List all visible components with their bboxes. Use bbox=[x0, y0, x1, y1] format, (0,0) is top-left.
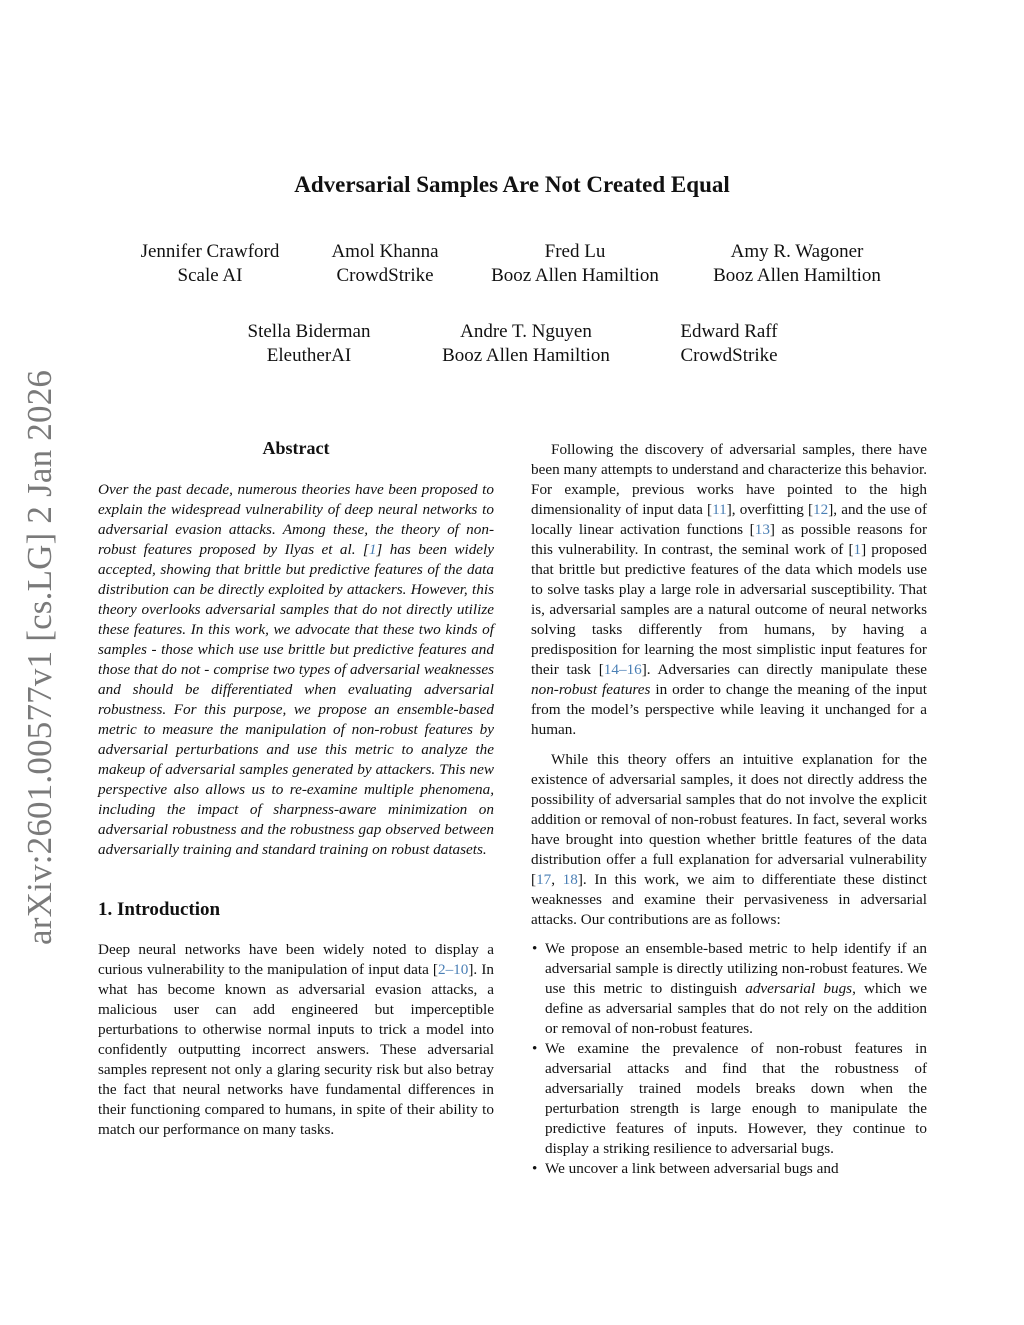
citation-link[interactable]: 17 bbox=[536, 871, 552, 888]
author-name: Fred Lu bbox=[544, 241, 606, 262]
author-block bbox=[300, 240, 470, 288]
contributions-list bbox=[531, 939, 927, 1179]
citation-link[interactable]: 12 bbox=[813, 501, 829, 518]
list-item: • We propose an ensemble-based metric to help identify if an adversarial sample is directly utilizing non-robust features. We use this metric to distinguish adversarial bugs, which we define as adversarial samples that do not rely on the addition or removal of non-robust features. bbox=[531, 939, 927, 1039]
abstract-heading: Abstract bbox=[262, 438, 330, 458]
paper-title: Adversarial Samples Are Not Created Equal bbox=[294, 172, 730, 197]
left-column bbox=[98, 436, 494, 1140]
citation-link[interactable]: 1 bbox=[368, 541, 377, 558]
author-name: Amy R. Wagoner bbox=[730, 241, 864, 262]
list-item: • We uncover a link between adversarial bugs and bbox=[531, 1159, 927, 1179]
citation-link[interactable]: 13 bbox=[754, 521, 770, 538]
body-paragraph: While this theory offers an intuitive explanation for the existence of adversarial samples, it does not directly address the possibility of adversarial samples that do not involve the explicit addition or removal of non-robust features. In fact, several works have brought into question whether brittle features of the data distribution offer a full explanation for adversarial vulnerability [17, 18]. In this work, we aim to differentiate these distinct weaknesses and examine their pervasiveness in adversarial attacks. Our contributions are as follows: bbox=[531, 751, 928, 928]
author-block bbox=[421, 320, 631, 368]
citation-link[interactable]: 2 bbox=[437, 961, 446, 978]
author-affiliation: Scale AI bbox=[177, 265, 243, 286]
citation-link[interactable]: 10 bbox=[453, 961, 469, 978]
citation-link[interactable]: 1 bbox=[853, 541, 862, 558]
author-name: Jennifer Crawford bbox=[140, 241, 280, 262]
author-block bbox=[110, 240, 310, 288]
author-name: Amol Khanna bbox=[331, 241, 439, 262]
author-block bbox=[219, 320, 399, 368]
section-heading-introduction: 1. Introduction bbox=[98, 899, 221, 920]
author-affiliation: Booz Allen Hamiltion bbox=[491, 265, 659, 286]
citation-link[interactable]: 11 bbox=[712, 501, 727, 518]
body-paragraph: Following the discovery of adversarial samples, there have been many attempts to understand and characterize this behavior. For example, previous works have pointed to the high dimensionality of input data [11], overfitting [12], and the use of locally linear activation functions [13] as possible reasons for this vulnerability. In contrast, the seminal work of [1] proposed that brittle but predictive features of the data which models use to solve tasks play a large role in adversarial susceptibility. That is, adversarial samples are a natural outcome of neural networks solving tasks differently from humans, by having a predisposition for learning the most simplistic input features for their task [14–16]. Adversaries can directly manipulate these non-robust features in order to change the meaning of the input from the model’s perspective while leaving it unchanged for a human. bbox=[531, 441, 928, 738]
author-affiliation: Booz Allen Hamiltion bbox=[442, 345, 610, 366]
citation-link[interactable]: 18 bbox=[562, 871, 578, 888]
list-item: • We examine the prevalence of non-robust features in adversarial attacks and find that the robustness of adversarially trained models breaks down when the perturbation strength is large enough to manipulate the predictive features of inputs. However, they continue to display a striking resilience to adversarial bugs. bbox=[531, 1039, 927, 1159]
author-name: Andre T. Nguyen bbox=[460, 321, 592, 342]
right-column bbox=[531, 440, 927, 1179]
author-block bbox=[692, 240, 902, 288]
author-block bbox=[654, 320, 804, 368]
author-affiliation: Booz Allen Hamiltion bbox=[713, 265, 881, 286]
author-block bbox=[470, 240, 680, 288]
arxiv-identifier-stamp: arXiv:2601.00577v1 [cs.LG] 2 Jan 2026 bbox=[20, 369, 59, 945]
author-affiliation: CrowdStrike bbox=[336, 265, 434, 286]
abstract-text: Over the past decade, numerous theories have been proposed to explain the widespread vulnerability of deep neural networks to adversarial evasion attacks. Among these, the theory of non-robust features proposed by Ilyas et al. [1] has been widely accepted, showing that brittle but predictive features of the data distribution can be directly exploited by attackers. However, this theory overlooks adversarial samples that do not directly utilize these features. In this work, we advocate that these two kinds of samples - those which use use brittle but predictive features and those that do not - comprise two types of adversarial weaknesses and should be differentiated when evaluating adversarial robustness. For this purpose, we propose an ensemble-based metric to measure the manipulation of non-robust features by adversarial perturbations and use this metric to analyze the makeup of adversarial samples generated by attackers. This new perspective also allows us to re-examine multiple phenomena, including the impact of sharpness-aware minimization on adversarial robustness and the robustness gap observed between adversarially training and standard training on robust datasets. bbox=[98, 481, 494, 858]
author-name: Edward Raff bbox=[680, 321, 778, 342]
author-name: Stella Biderman bbox=[247, 321, 371, 342]
intro-paragraph: Deep neural networks have been widely noted to display a curious vulnerability to the manipulation of input data [2–10]. In what has become known as adversarial evasion attacks, a malicious user can add engineered but imperceptible perturbations to otherwise normal inputs to trick a model into confidently outputting incorrect answers. These adversarial samples represent not only a glaring security risk but also betray the fact that neural networks have fundamental differences in their functioning compared to humans, in spite of their ability to match our performance on many tasks. bbox=[98, 941, 494, 1138]
citation-link[interactable]: 14 bbox=[603, 661, 619, 678]
author-affiliation: EleutherAI bbox=[266, 345, 352, 366]
author-affiliation: CrowdStrike bbox=[680, 345, 778, 366]
citation-link[interactable]: 16 bbox=[626, 661, 642, 678]
